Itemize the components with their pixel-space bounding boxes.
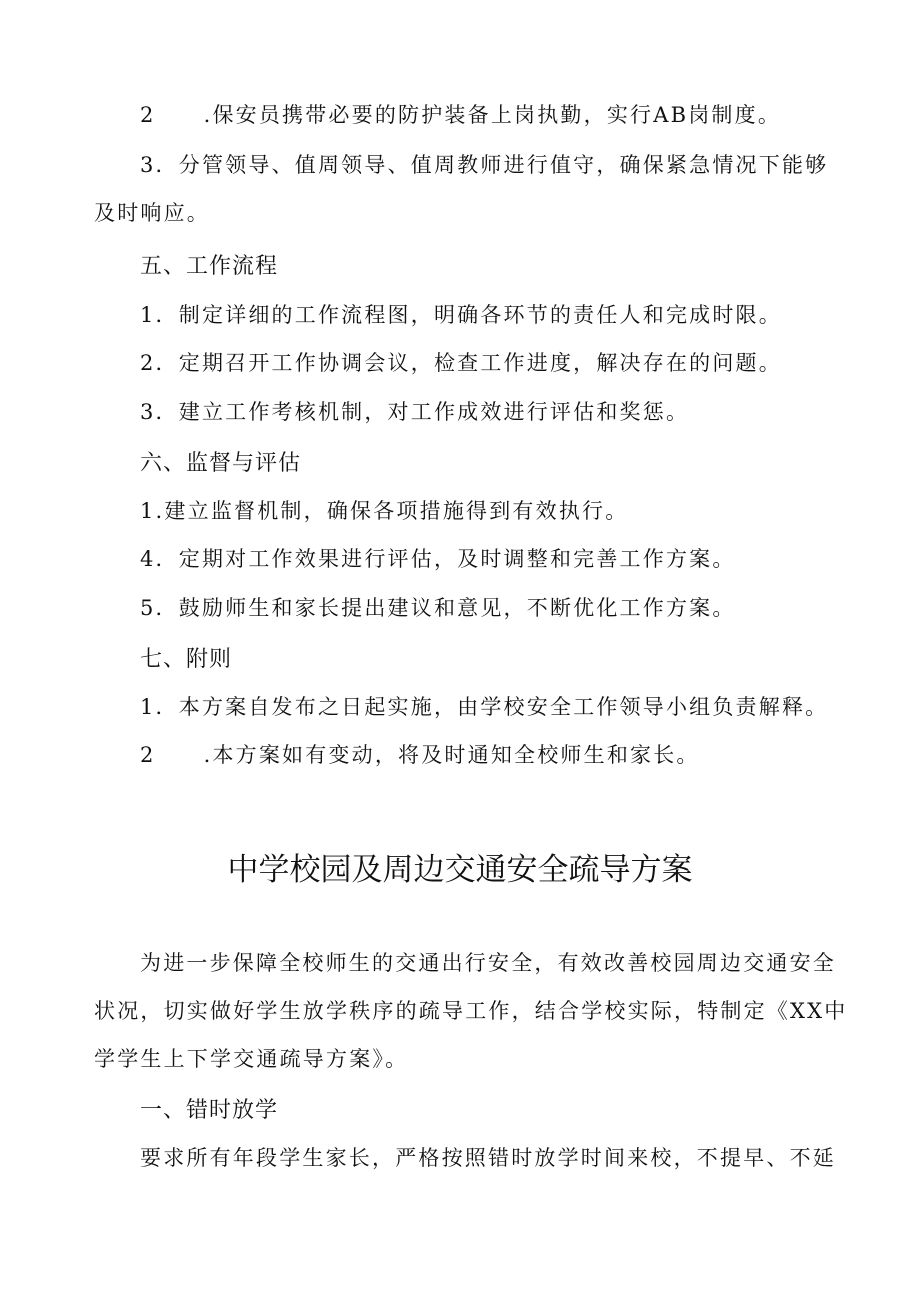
section7-item-1: 1．本方案自发布之日起实施，由学校安全工作领导小组负责解释。 [140,695,829,719]
section4-item-3-line1: 3．分管领导、值周领导、值周教师进行值守，确保紧急情况下能够 [140,153,829,177]
section6-item-1: 1.建立监督机制，确保各项措施得到有效执行。 [140,499,629,523]
item-text: .本方案如有变动，将及时通知全校师生和家长。 [203,743,700,767]
document-title: 中学校园及周边交通安全疏导方案 [227,852,693,888]
section6-heading: 六、监督与评估 [140,451,302,476]
intro-line-3: 学学生上下学交通疏导方案》。 [94,1047,409,1071]
section7-heading: 七、附则 [140,647,233,672]
item-number: 2 [140,743,156,767]
section6-item-4: 4．定期对工作效果进行评估，及时调整和完善工作方案。 [140,547,736,571]
section1-line-1: 要求所有年段学生家长，严格按照错时放学时间来校，不提早、不延 [140,1146,836,1170]
section5-item-3: 3．建立工作考核机制，对工作成效进行评估和奖惩。 [140,400,690,424]
section4-item-2 [140,100,781,130]
section6-item-5: 5．鼓励师生和家长提出建议和意见，不断优化工作方案。 [140,596,736,620]
section5-item-1: 1．制定详细的工作流程图，明确各环节的责任人和完成时限。 [140,303,782,327]
section1-heading: 一、错时放学 [140,1098,279,1123]
item-text: .保安员携带必要的防护装备上岗执勤，实行AB岗制度。 [203,103,782,127]
section5-item-2: 2．定期召开工作协调会议，检查工作进度，解决存在的问题。 [140,351,782,375]
section7-item-2 [140,740,700,770]
intro-line-1: 为进一步保障全校师生的交通出行安全，有效改善校园周边交通安全 [140,951,836,975]
section5-heading: 五、工作流程 [140,254,279,279]
intro-line-2: 状况，切实做好学生放学秩序的疏导工作，结合学校实际，特制定《XX中 [94,999,848,1023]
section4-item-3-line2: 及时响应。 [94,201,210,225]
item-number: 2 [140,103,156,127]
